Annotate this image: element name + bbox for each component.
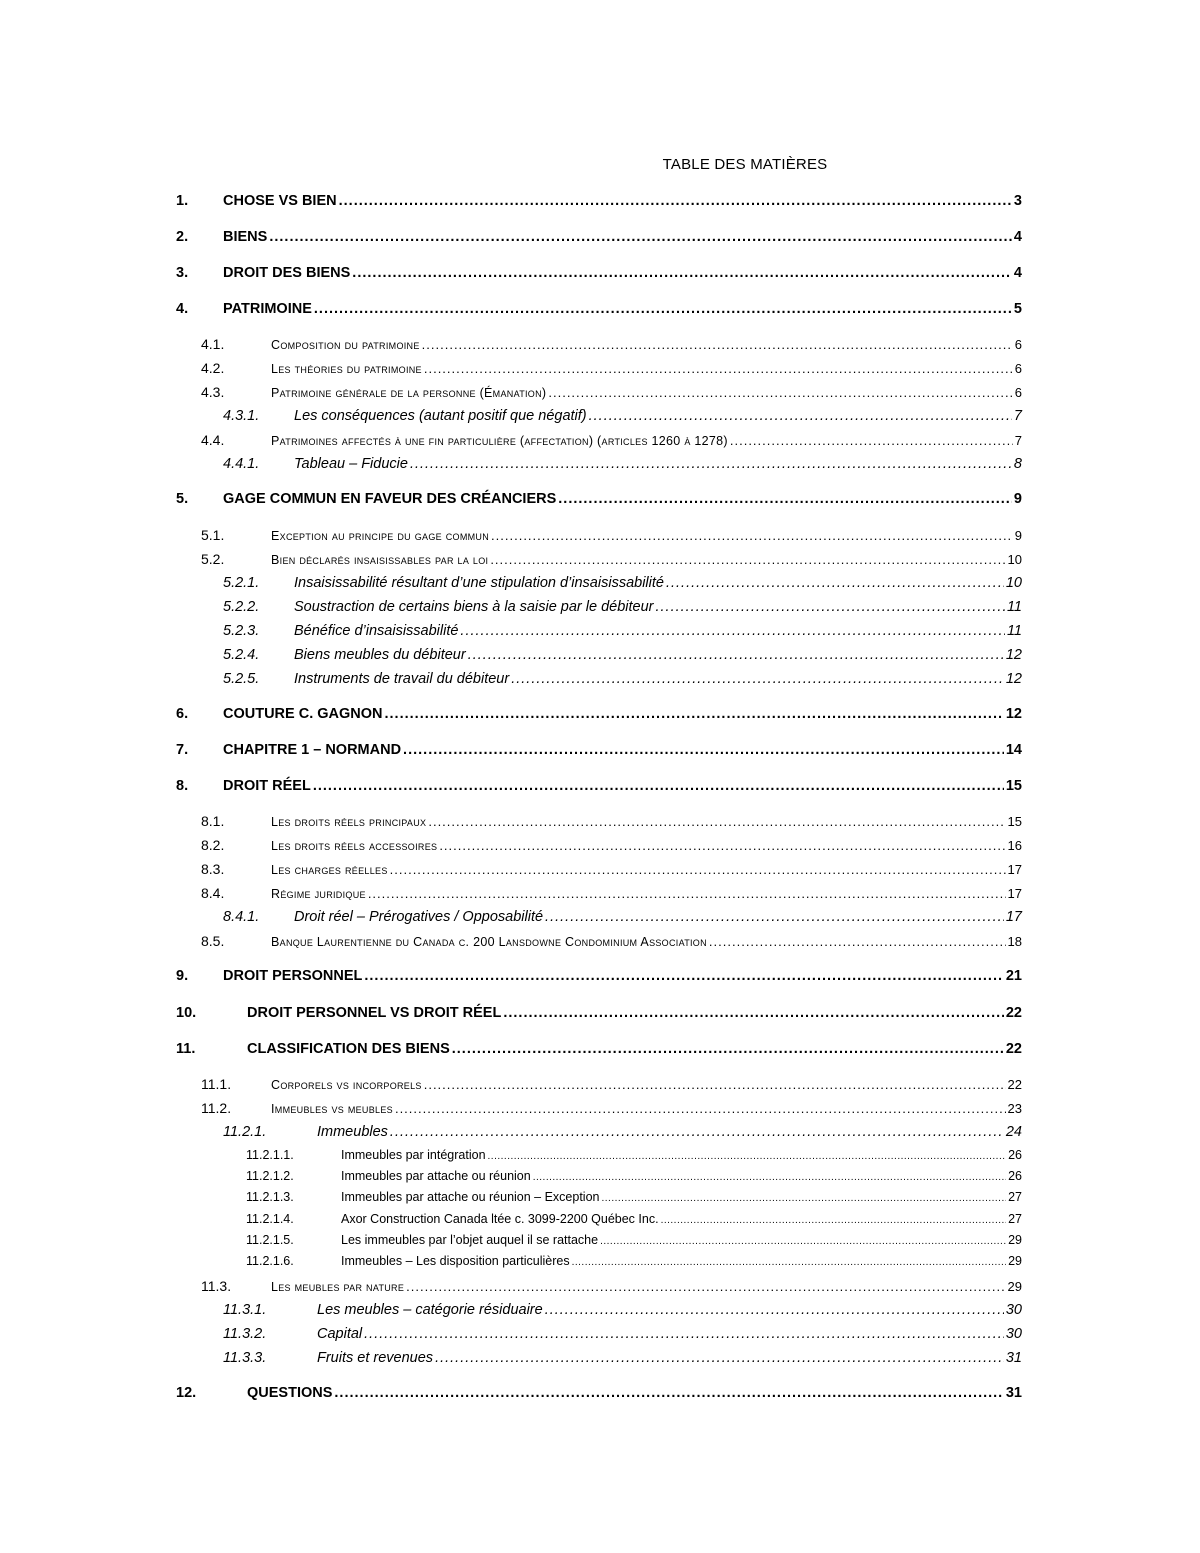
- toc-entry-label: Les meubles – catégorie résiduaire: [317, 1302, 543, 1318]
- toc-entry-page: 14: [1005, 742, 1022, 758]
- toc-entry-number: 11.2.1.3.: [246, 1190, 294, 1204]
- toc-entry[interactable]: [201, 384, 1022, 400]
- toc-entry-number: 8.2.: [201, 837, 225, 853]
- toc-entry-number: 4.: [176, 301, 189, 317]
- toc-entry[interactable]: [176, 778, 1022, 794]
- toc-entry[interactable]: [201, 1100, 1022, 1116]
- toc-entry-label: Immeubles par attache ou réunion – Exception: [341, 1190, 600, 1204]
- toc-leader-dots: [435, 1350, 1004, 1366]
- toc-leader-dots: [655, 599, 1004, 615]
- toc-entry-number: 11.: [176, 1041, 196, 1057]
- toc-entry-number: 7.: [176, 742, 189, 758]
- toc-entry-number: 11.3.: [201, 1278, 232, 1294]
- toc-entry[interactable]: [201, 885, 1022, 901]
- toc-entry[interactable]: [176, 193, 1022, 209]
- toc-leader-dots: [334, 1385, 1003, 1401]
- toc-leader-dots: [730, 433, 1013, 448]
- toc-entry-page: 10: [1005, 575, 1022, 591]
- toc-entry[interactable]: [246, 1190, 1022, 1204]
- toc-entry-number: 4.4.: [201, 432, 225, 448]
- toc-entry-label: Soustraction de certains biens à la saisie par le débiteur: [294, 599, 654, 615]
- toc-leader-dots: [390, 1124, 1004, 1140]
- toc-leader-dots: [533, 1172, 1006, 1183]
- toc-leader-dots: [452, 1041, 1004, 1057]
- toc-entry-page: 8: [1013, 456, 1022, 472]
- toc-entry-page: 22: [1005, 1041, 1022, 1057]
- toc-leader-dots: [390, 862, 1006, 877]
- toc-entry-label: Insaisissabilité résultant d’une stipulation d’insaisissabilité: [294, 575, 664, 591]
- toc-entry-label: DROIT PERSONNEL: [223, 968, 363, 984]
- toc-entry-page: 29: [1008, 1233, 1022, 1247]
- toc-leader-dots: [368, 886, 1006, 901]
- toc-entry-number: 5.2.2.: [223, 599, 260, 615]
- toc-leader-dots: [666, 575, 1004, 591]
- toc-leader-dots: [661, 1215, 1007, 1226]
- toc-entry-page: 17: [1007, 862, 1022, 877]
- toc-leader-dots: [491, 528, 1013, 543]
- toc-entry[interactable]: [223, 623, 1022, 639]
- toc-entry-label: Axor Construction Canada ltée c. 3099-2200 Québec Inc.: [341, 1212, 659, 1226]
- toc-entry-page: 12: [1005, 706, 1022, 722]
- toc-leader-dots: [709, 934, 1006, 949]
- toc-entry-page: 9: [1014, 528, 1022, 543]
- toc-entry-label: Biens meubles du débiteur: [294, 647, 466, 663]
- toc-entry-page: 24: [1005, 1124, 1022, 1140]
- toc-entry-page: 6: [1014, 385, 1022, 400]
- toc-entry-number: 5.1.: [201, 527, 225, 543]
- toc-leader-dots: [439, 838, 1005, 853]
- toc-entry-page: 26: [1008, 1148, 1022, 1162]
- toc-leader-dots: [545, 1302, 1004, 1318]
- toc-entry[interactable]: [201, 861, 1022, 877]
- toc-entry-page: 22: [1007, 1077, 1022, 1092]
- toc-entry-label: Immeubles vs meubles: [271, 1102, 393, 1116]
- toc-entry[interactable]: [176, 265, 1022, 281]
- toc-entry-label: CHAPITRE 1 – NORMAND: [223, 742, 402, 758]
- toc-entry-page: 31: [1005, 1385, 1022, 1401]
- toc-entry-number: 11.3.2.: [223, 1326, 267, 1342]
- toc-entry[interactable]: [223, 408, 1022, 424]
- toc-entry-label: CHOSE VS BIEN: [223, 193, 337, 209]
- toc-entry[interactable]: [176, 968, 1022, 984]
- toc-entry-number: 11.1.: [201, 1076, 232, 1092]
- toc-entry[interactable]: [223, 647, 1022, 663]
- toc-entry-label: Composition du patrimoine: [271, 338, 420, 352]
- toc-leader-dots: [269, 229, 1012, 245]
- toc-leader-dots: [424, 1077, 1006, 1092]
- toc-entry-number: 4.3.1.: [223, 408, 260, 424]
- toc-entry-label: QUESTIONS: [247, 1385, 333, 1401]
- toc-entry[interactable]: [176, 1041, 1022, 1057]
- toc-entry-number: 5.2.3.: [223, 623, 260, 639]
- toc-entry-label: Les charges réelles: [271, 863, 388, 877]
- toc-entry[interactable]: [223, 1302, 1022, 1318]
- toc-entry[interactable]: [176, 491, 1022, 507]
- toc-entry-label: Bien déclarés insaisissables par la loi: [271, 553, 489, 567]
- toc-entry-label: Tableau – Fiducie: [294, 456, 408, 472]
- toc-leader-dots: [589, 408, 1012, 424]
- toc-entry-label: Immeubles: [317, 1124, 388, 1140]
- toc-leader-dots: [313, 778, 1004, 794]
- toc-entry-page: 27: [1008, 1212, 1022, 1226]
- toc-entry-label: Bénéfice d’insaisissabilité: [294, 623, 459, 639]
- toc-entry-page: 31: [1005, 1350, 1022, 1366]
- toc-entry-label: DROIT PERSONNEL VS DROIT RÉEL: [247, 1005, 502, 1021]
- toc-entry-number: 4.2.: [201, 360, 225, 376]
- toc-leader-dots: [511, 671, 1004, 687]
- toc-entry-number: 11.2.: [201, 1100, 232, 1116]
- toc-entry-label: Droit réel – Prérogatives / Opposabilité: [294, 909, 544, 925]
- toc-entry-page: 16: [1007, 838, 1022, 853]
- toc-entry-label: Les théories du patrimoine: [271, 362, 422, 376]
- toc-entry[interactable]: [223, 456, 1022, 472]
- toc-entry-number: 5.2.: [201, 551, 225, 567]
- toc-entry-label: Les conséquences (autant positif que négatif): [294, 408, 587, 424]
- toc-entry[interactable]: [223, 909, 1022, 925]
- toc-leader-dots: [558, 491, 1012, 507]
- toc-entry-page: 10: [1007, 552, 1022, 567]
- toc-entry-number: 12.: [176, 1385, 197, 1401]
- toc-entry-label: BIENS: [223, 229, 268, 245]
- toc-entry-label: Corporels vs incorporels: [271, 1078, 422, 1092]
- toc-entry[interactable]: [223, 575, 1022, 591]
- toc-entry-page: 6: [1014, 361, 1022, 376]
- toc-entry-page: 26: [1008, 1169, 1022, 1183]
- toc-entry-number: 11.2.1.2.: [246, 1169, 294, 1183]
- toc-entry[interactable]: [201, 336, 1022, 352]
- toc-entry[interactable]: [223, 1326, 1022, 1342]
- toc-entry[interactable]: [176, 1005, 1022, 1021]
- toc-entry-number: 11.3.1.: [223, 1302, 267, 1318]
- toc-leader-dots: [385, 706, 1004, 722]
- toc-entry-label: COUTURE C. GAGNON: [223, 706, 383, 722]
- toc-entry-number: 3.: [176, 265, 189, 281]
- toc-entry-label: Instruments de travail du débiteur: [294, 671, 510, 687]
- toc-entry-number: 11.3.3.: [223, 1350, 267, 1366]
- toc-entry-number: 11.2.1.1.: [246, 1148, 294, 1162]
- toc-entry-number: 5.2.5.: [223, 671, 260, 687]
- toc-entry-label: Capital: [317, 1326, 363, 1342]
- toc-entry[interactable]: [201, 432, 1022, 448]
- toc-leader-dots: [600, 1236, 1006, 1247]
- toc-entry-label: DROIT RÉEL: [223, 778, 311, 794]
- toc-entry[interactable]: [201, 837, 1022, 853]
- toc-entry[interactable]: [246, 1254, 1022, 1268]
- toc-entry-page: 15: [1007, 814, 1022, 829]
- toc-leader-dots: [460, 623, 1005, 639]
- toc-leader-dots: [572, 1257, 1007, 1268]
- toc-entry-page: 12: [1005, 647, 1022, 663]
- toc-entry-page: 29: [1008, 1254, 1022, 1268]
- toc-entry-number: 8.4.: [201, 885, 225, 901]
- toc-leader-dots: [488, 1151, 1007, 1162]
- toc-entry-page: 30: [1005, 1326, 1022, 1342]
- toc-entry-number: 8.5.: [201, 933, 225, 949]
- toc-entry-number: 4.3.: [201, 384, 225, 400]
- toc-entry-page: 5: [1013, 301, 1022, 317]
- toc-entry-page: 3: [1013, 193, 1022, 209]
- toc-leader-dots: [403, 742, 1004, 758]
- toc-entry-page: 4: [1013, 229, 1022, 245]
- toc-entry-label: Banque Laurentienne du Canada c. 200 Lansdowne Condominium Association: [271, 935, 707, 949]
- toc-entry-number: 11.2.1.6.: [246, 1254, 294, 1268]
- toc-entry[interactable]: [223, 1124, 1022, 1140]
- toc-entry-page: 7: [1013, 408, 1022, 424]
- toc-entry-number: 11.2.1.4.: [246, 1212, 294, 1226]
- toc-leader-dots: [364, 1326, 1004, 1342]
- toc-title: TABLE DES MATIÈRES: [662, 156, 828, 173]
- toc-entry-number: 6.: [176, 706, 189, 722]
- toc-leader-dots: [602, 1193, 1007, 1204]
- toc-entry-label: GAGE COMMUN EN FAVEUR DES CRÉANCIERS: [223, 491, 557, 507]
- toc-entry-number: 4.4.1.: [223, 456, 260, 472]
- toc-entry-number: 4.1.: [201, 336, 225, 352]
- toc-entry-label: Les droits réels accessoires: [271, 839, 438, 853]
- toc-leader-dots: [545, 909, 1004, 925]
- toc-entry[interactable]: [201, 551, 1022, 567]
- toc-entry-label: Immeubles par intégration: [341, 1148, 486, 1162]
- toc-entry-number: 11.2.1.: [223, 1124, 267, 1140]
- toc-entry[interactable]: [201, 527, 1022, 543]
- toc-leader-dots: [548, 385, 1012, 400]
- toc-entry-page: 7: [1014, 433, 1022, 448]
- toc-entry-number: 2.: [176, 229, 189, 245]
- toc-entry-label: CLASSIFICATION DES BIENS: [247, 1041, 450, 1057]
- toc-entry-page: 9: [1013, 491, 1022, 507]
- toc-entry-label: Régime juridique: [271, 887, 366, 901]
- toc-leader-dots: [364, 968, 1003, 984]
- toc-entry[interactable]: [176, 742, 1022, 758]
- toc-entry-page: 23: [1007, 1101, 1022, 1116]
- toc-entry-label: Immeubles par attache ou réunion: [341, 1169, 531, 1183]
- toc-leader-dots: [410, 456, 1012, 472]
- toc-entry-page: 4: [1013, 265, 1022, 281]
- toc-leader-dots: [468, 647, 1004, 663]
- toc-entry-label: Les meubles par nature: [271, 1280, 405, 1294]
- toc-entry-number: 11.2.1.5.: [246, 1233, 294, 1247]
- toc-entry-number: 8.1.: [201, 813, 225, 829]
- toc-entry-label: Exception au principe du gage commun: [271, 529, 490, 543]
- toc-entry-page: 27: [1008, 1190, 1022, 1204]
- toc-entry[interactable]: [246, 1233, 1022, 1247]
- toc-entry-number: 1.: [176, 193, 189, 209]
- toc-entry-page: 29: [1007, 1279, 1022, 1294]
- toc-entry-label: Immeubles – Les disposition particulières: [341, 1254, 570, 1268]
- toc-entry[interactable]: [246, 1169, 1022, 1183]
- toc-entry[interactable]: [176, 706, 1022, 722]
- toc-entry[interactable]: [176, 301, 1022, 317]
- toc-entry-page: 30: [1005, 1302, 1022, 1318]
- toc-entry-label: DROIT DES BIENS: [223, 265, 351, 281]
- toc-leader-dots: [503, 1005, 1004, 1021]
- toc-leader-dots: [406, 1279, 1005, 1294]
- toc-entry-label: Patrimoine générale de la personne (Émanation): [271, 386, 547, 400]
- toc-entry-number: 10.: [176, 1005, 197, 1021]
- toc-entry-page: 11: [1006, 623, 1022, 639]
- toc-entry[interactable]: [176, 229, 1022, 245]
- toc-entry-label: Les droits réels principaux: [271, 815, 427, 829]
- toc-entry[interactable]: [201, 813, 1022, 829]
- toc-entry-number: 8.: [176, 778, 189, 794]
- toc-entry[interactable]: [201, 360, 1022, 376]
- toc-entry-page: 17: [1005, 909, 1022, 925]
- toc-entry[interactable]: [246, 1212, 1022, 1226]
- toc-entry-page: 15: [1005, 778, 1022, 794]
- toc-entry[interactable]: [201, 1076, 1022, 1092]
- toc-entry-page: 17: [1007, 886, 1022, 901]
- toc-leader-dots: [339, 193, 1012, 209]
- toc-entry-page: 22: [1005, 1005, 1022, 1021]
- toc-entry-label: Les immeubles par l’objet auquel il se rattache: [341, 1233, 599, 1247]
- toc-leader-dots: [490, 552, 1005, 567]
- toc-entry[interactable]: [223, 671, 1022, 687]
- toc-entry[interactable]: [223, 599, 1022, 615]
- toc-entry[interactable]: [176, 1385, 1022, 1401]
- toc-entry-page: 21: [1005, 968, 1022, 984]
- toc-entry[interactable]: [223, 1350, 1022, 1366]
- toc-entry-number: 9.: [176, 968, 189, 984]
- toc-entry[interactable]: [201, 1278, 1022, 1294]
- toc-leader-dots: [352, 265, 1012, 281]
- toc-entry-page: 12: [1005, 671, 1022, 687]
- toc-entry-label: Fruits et revenues: [317, 1350, 434, 1366]
- toc-entry-number: 8.3.: [201, 861, 225, 877]
- toc-leader-dots: [422, 337, 1013, 352]
- toc-entry[interactable]: [246, 1148, 1022, 1162]
- toc-leader-dots: [424, 361, 1013, 376]
- toc-leader-dots: [395, 1101, 1006, 1116]
- toc-entry-number: 8.4.1.: [223, 909, 260, 925]
- toc-entry-number: 5.: [176, 491, 189, 507]
- toc-entry-label: PATRIMOINE: [223, 301, 312, 317]
- toc-leader-dots: [428, 814, 1005, 829]
- toc-leader-dots: [314, 301, 1012, 317]
- toc-entry[interactable]: [201, 933, 1022, 949]
- toc-entry-label: Patrimoines affectés à une fin particulière (affectation) (articles 1260 à 1278): [271, 434, 728, 448]
- toc-entry-page: 11: [1006, 599, 1022, 615]
- toc-entry-number: 5.2.4.: [223, 647, 260, 663]
- toc-entry-number: 5.2.1.: [223, 575, 260, 591]
- toc-entry-page: 6: [1014, 337, 1022, 352]
- toc-entry-page: 18: [1007, 934, 1022, 949]
